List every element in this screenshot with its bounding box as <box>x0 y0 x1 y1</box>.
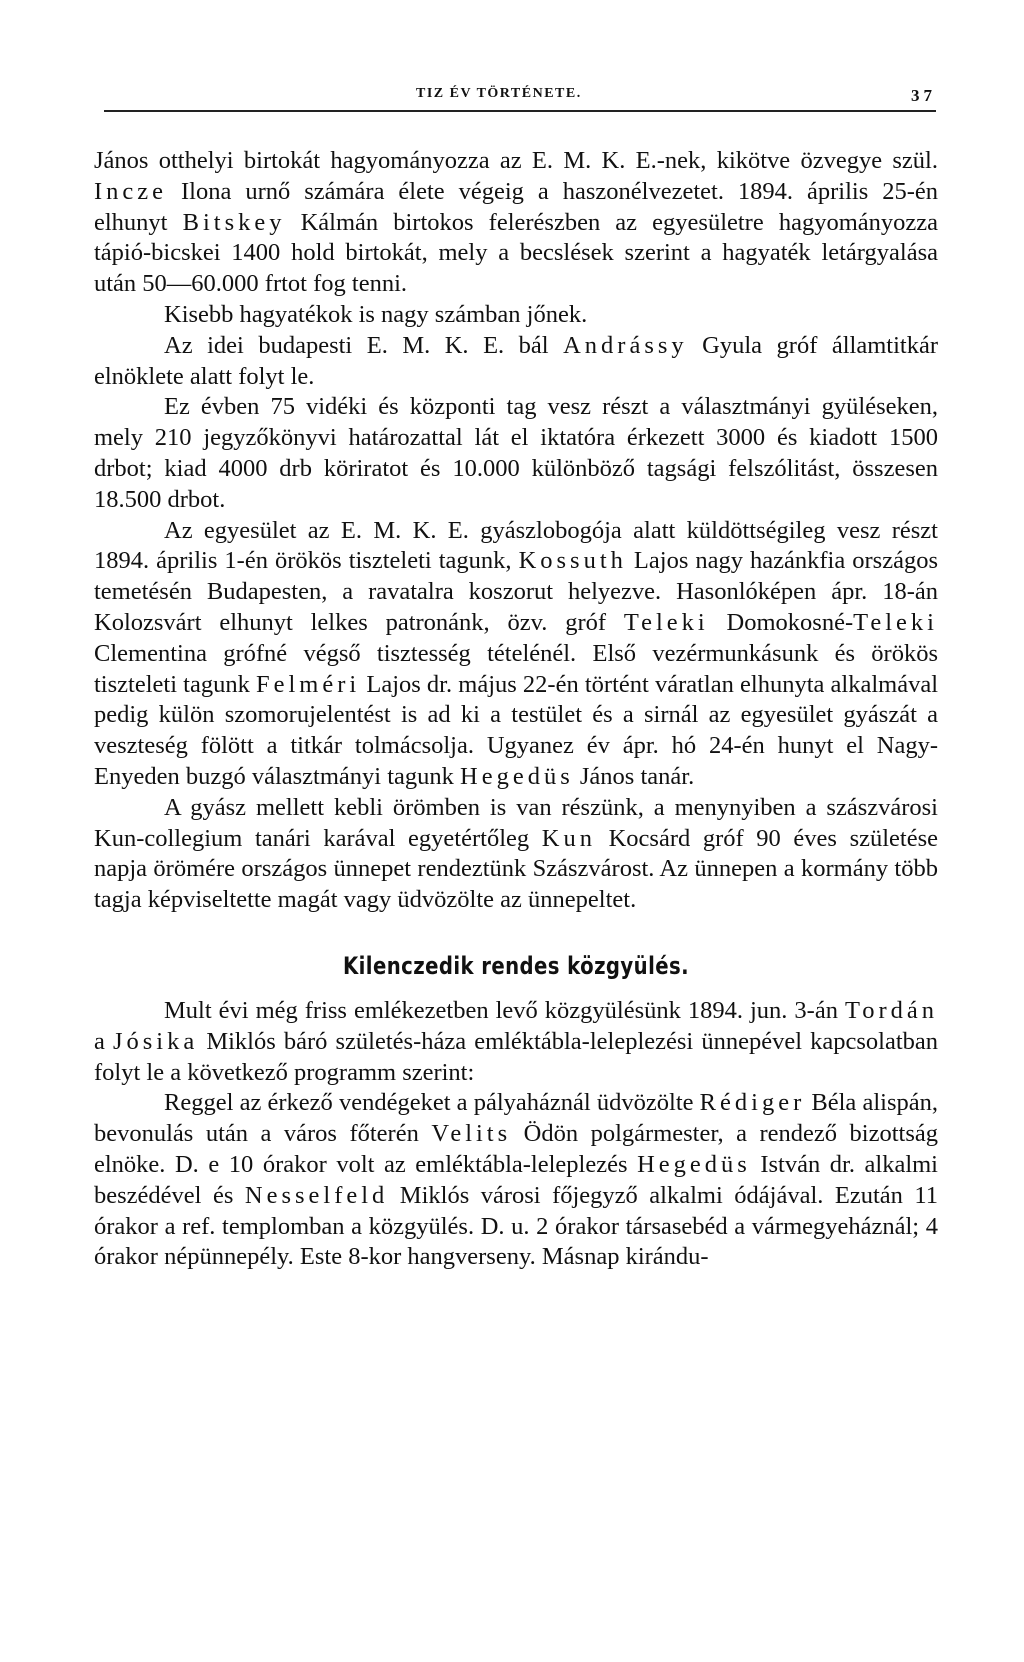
paragraph <box>94 146 938 300</box>
paragraph <box>94 300 938 331</box>
paragraph <box>94 331 938 393</box>
text-run: Gyula gróf államtitkár elnöklete alatt folyt le. <box>94 331 938 390</box>
text-run: Ilona urnő számára élete végeig a haszonélvezetet. 1894. április 25-én elhunyt <box>94 177 938 236</box>
spaced-name: Jósika <box>112 1027 199 1055</box>
text-run: Miklós városi főjegyző alkalmi ódájával. Ezután 11 órakor a ref. templomban a közgyülés. D. u. 2 órakor társasebéd a vármegyeháznál; 4 órakor népünnepély. Este 8-kor hangverseny. Másnap kirándu- <box>94 1181 938 1271</box>
paragraph <box>94 793 938 916</box>
spaced-name: Velits <box>431 1120 512 1148</box>
spaced-name: Andrássy <box>563 331 688 359</box>
spaced-name: Kun <box>541 824 596 852</box>
spaced-name: Rédiger <box>699 1089 806 1117</box>
paragraph <box>94 516 938 793</box>
text-run: Kálmán birtokos felerészben az egyesületre hagyományozza tápió-bicskei 1400 hold birtokát, mely a becslések szerint a hagyaték letárgyalása után 50—60.000 frtot fog tenni. <box>94 208 939 298</box>
text-run: Az idei budapesti E. M. K. E. bál <box>164 331 564 359</box>
section-heading: Kilenczedik rendes közgyülés. <box>342 951 690 980</box>
spaced-name: Bitskey <box>182 208 286 236</box>
text-run: János tanár. <box>573 762 695 790</box>
body-text <box>94 146 938 1273</box>
text-run: János otthelyi birtokát hagyományozza az E. M. K. E.-nek, kikötve özvegye szül. <box>94 147 938 174</box>
text-run: Domokosné- <box>708 608 854 636</box>
paragraph-group <box>94 146 938 916</box>
paragraph <box>94 996 938 1088</box>
text-run: Béla alispán, bevonulás után a város főterén <box>94 1089 939 1148</box>
spaced-name: Teleki <box>853 608 938 636</box>
text-run: Az egyesület az E. M. K. E. gyászlobogója alatt küldöttségileg vesz részt 1894. április 1-én örökös tiszteleti tagunk, <box>94 516 938 575</box>
running-title: TIZ ÉV TÖRTÉNETE. <box>416 86 582 101</box>
text-run: Kisebb hagyatékok is nagy számban jőnek. <box>164 300 588 328</box>
paragraph <box>94 1088 938 1273</box>
spaced-name: Nesselfeld <box>244 1181 389 1209</box>
page-header <box>104 86 936 110</box>
section-paragraph-group <box>94 996 938 1273</box>
text-run: Miklós báró születés-háza emléktábla-leleplezési ünnepével kapcsolatban folyt le a következő programm szerint: <box>94 1027 938 1086</box>
spaced-name: Hegedüs <box>637 1150 751 1178</box>
paragraph <box>94 392 938 515</box>
spaced-name: Incze <box>94 177 168 205</box>
spaced-name: Hegedüs <box>460 762 574 790</box>
spaced-name: Teleki <box>623 608 709 636</box>
text-run: Mult évi még friss emlékezetben levő közgyülésünk 1894. jun. 3-án <box>164 996 845 1024</box>
spaced-name: Felméri <box>255 670 361 698</box>
page-number: 37 <box>911 86 936 105</box>
spaced-name: Tordán <box>844 996 938 1024</box>
text-run: Ödön polgármester, a rendező bizottság elnöke. D. e 10 órakor volt az emléktábla-leleplezés <box>94 1120 938 1178</box>
text-run: Clementina grófné végső tisztesség tételénél. Első vezérmunkásunk és örökös tiszteleti tagunk <box>94 639 938 698</box>
text-run: Kocsárd gróf 90 éves születése napja örömére országos ünnepet rendeztünk Szászvárost. Az ünnepen a kormány több tagja képviseltette magát vagy üdvözölte az ünnepeltet. <box>94 824 938 914</box>
text-run: Lajos dr. május 22-én történt váratlan elhunyta alkalmával pedig külön szomorujelentést is ad ki a testület és a sirnál az egyesület gyászát a veszteség fölött a titkár tolmácsolja. Ugyanez év ápr. hó 24-én hunyt el Nagy-Enyeden buzgó választmányi tagunk <box>94 670 938 790</box>
text-run: István dr. alkalmi beszédével és <box>94 1150 938 1209</box>
spaced-name: Kossuth <box>518 547 627 575</box>
text-run: a <box>94 1027 113 1055</box>
text-run: A gyász mellett kebli örömben is van részünk, a menynyiben a szászvárosi Kun-collegium tanári karával egyetértőleg <box>94 793 938 852</box>
text-run: Lajos nagy hazánkfia országos temetésén Budapesten, a ravatalra koszorut helyezve. Hasonlóképen ápr. 18-án Kolozsvárt elhunyt lelkes patronánk, özv. gróf <box>94 547 938 636</box>
text-run: Ez évben 75 vidéki és központi tag vesz részt a választmányi gyüléseken, mely 210 jegyzőkönyvi határozattal lát el iktatóra érkezett 3000 és kiadott 1500 drbot; kiad 4000 drb köriratot és 10.000 különböző tagsági felszólitást, összesen 18.500 drbot. <box>94 393 938 513</box>
text-run: Reggel az érkező vendégeket a pályaháznál üdvözölte <box>164 1089 700 1117</box>
header-rule <box>104 110 936 112</box>
